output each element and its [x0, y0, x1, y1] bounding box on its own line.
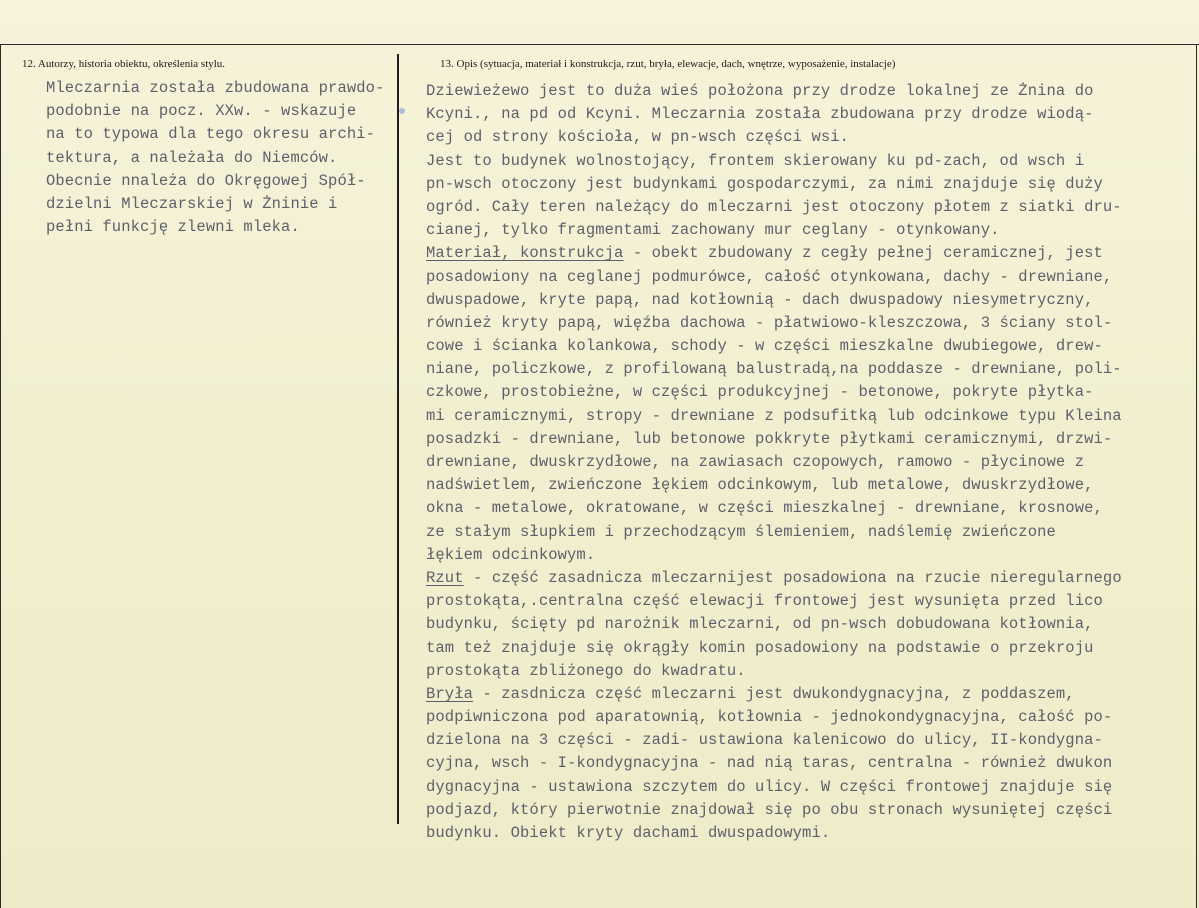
text-line	[426, 706, 1122, 729]
form-frame-top-rule	[0, 44, 1199, 45]
text-line	[426, 335, 1122, 358]
text-line	[426, 660, 1122, 683]
line-text: posadzki - drewniane, lub betonowe pokkryte płytkami ceramicznymi, drzwi-	[426, 429, 1113, 448]
text-line	[426, 173, 1122, 196]
text-line	[426, 752, 1122, 775]
text-line	[426, 80, 1122, 103]
text-line	[426, 219, 1122, 242]
text-line	[426, 613, 1122, 636]
line-text: Jest to budynek wolnostojący, frontem skierowany ku pd-zach, od wsch i	[426, 151, 1085, 170]
text-line	[426, 822, 1122, 845]
line-text: posadowiony na ceglanej podmurówce, całość otynkowana, dachy - drewniane,	[426, 267, 1113, 286]
line-text: dzielona na 3 części - zadi- ustawiona kalenicowo do ulicy, II-kondygna-	[426, 731, 1103, 750]
text-line: Obecnie nnależa do Okręgowej Spół-	[46, 171, 366, 190]
text-line	[426, 451, 1122, 474]
text-line	[426, 242, 1122, 265]
text-line	[426, 103, 1122, 126]
text-line	[426, 590, 1122, 613]
line-text: cianej, tylko fragmentami zachowany mur ceglany - otynkowany.	[426, 221, 1000, 240]
line-text: podjazd, który pierwotnie znajdował się po obu stronach wysuniętej części	[426, 800, 1113, 819]
text-line	[426, 358, 1122, 381]
text-line	[426, 474, 1122, 497]
line-text: cej od strony kościoła, w pn-wsch części wsi.	[426, 128, 850, 147]
section-13-body	[426, 80, 1122, 845]
text-line	[426, 150, 1122, 173]
line-text: budynku, ścięty pd narożnik mleczarni, od pn-wsch dobudowana kotłownia,	[426, 615, 1094, 634]
line-text: podpiwniczona pod aparatownią, kotłownia - jednokondygnacyjna, całość po-	[426, 708, 1113, 727]
text-line	[426, 544, 1122, 567]
line-text: również kryty papą, więźba dachowa - płatwiowo-kleszczowa, 3 ściany stol-	[426, 313, 1113, 332]
line-text: drewniane, dwuskrzydłowe, na zawiasach czopowych, ramowo - płycinowe z	[426, 453, 1085, 471]
line-text: niane, policzkowe, z profilowaną balustradą,na poddasze - drewniane, poli-	[426, 360, 1122, 379]
text-line: Mleczarnia została zbudowana prawdo-	[46, 79, 385, 97]
line-text: pn-wsch otoczony jest budynkami gospodarczymi, za nimi znajduje się duży	[426, 174, 1103, 193]
line-text: ze stałym słupkiem i przechodzącym ślemieniem, nadślemię zwieńczone	[426, 522, 1056, 541]
form-frame-left-rule	[0, 44, 1, 908]
line-text: tam też znajduje się okrągły komin posadowiony na podstawie o przekroju	[426, 638, 1094, 657]
line-text: budynku. Obiekt kryty dachami dwuspadowymi.	[426, 824, 831, 842]
text-line	[426, 729, 1122, 752]
subsection-label: Rzut	[426, 568, 464, 587]
text-line: na to typowa dla tego okresu archi-	[46, 125, 376, 144]
text-line	[426, 381, 1122, 404]
line-text: cyjna, wsch - I-kondygnacyjna - nad nią taras, centralna - również dwukon	[426, 754, 1113, 773]
section-12-body	[46, 77, 384, 239]
text-line	[426, 683, 1122, 706]
text-line: pełni funkcję zlewni mleka.	[46, 218, 300, 237]
section-12-heading: 12. Autorzy, historia obiektu, określenia stylu.	[22, 58, 226, 70]
line-text: dygnacyjna - ustawiona szczytem do ulicy. W części frontowej znajduje się	[426, 777, 1113, 796]
line-text: ogród. Cały teren należący do mleczarni jest otoczony płotem z siatki dru-	[426, 197, 1122, 216]
text-line	[426, 567, 1122, 590]
text-line	[426, 266, 1122, 289]
text-line	[426, 196, 1122, 219]
line-text: nadświetlem, zwieńczone łękiem odcinkowym, lub metalowe, dwuskrzydłowe,	[426, 476, 1094, 495]
form-frame-right-rule	[1196, 44, 1197, 908]
subsection-label: Materiał, konstrukcja	[426, 244, 624, 263]
text-line	[426, 289, 1122, 312]
text-line	[426, 776, 1122, 799]
line-text: - zasdnicza część mleczarni jest dwukondygnacyjna, z poddaszem,	[473, 684, 1075, 703]
line-text: czkowe, prostobieżne, w części produkcyjnej - betonowe, pokryte płytka-	[426, 383, 1094, 402]
text-line	[426, 312, 1122, 335]
text-line	[426, 428, 1122, 451]
text-line	[426, 126, 1122, 149]
text-line	[426, 799, 1122, 822]
ink-mark	[399, 108, 405, 114]
line-text: dwuspadowe, kryte papą, nad kotłownią - dach dwuspadowy niesymetryczny,	[426, 290, 1094, 309]
line-text: Dziewieżewo jest to duża wieś położona przy drodze lokalnej ze Żnina do	[426, 82, 1094, 100]
text-line	[426, 521, 1122, 544]
text-line	[426, 405, 1122, 428]
line-text: - część zasadnicza mleczarnijest posadowiona na rzucie nieregularnego	[463, 568, 1122, 587]
line-text: łękiem odcinkowym.	[426, 545, 596, 564]
line-text: prostokąta,.centralna część elewacji frontowej jest wysunięta przed lico	[426, 592, 1103, 611]
line-text: mi ceramicznymi, stropy - drewniane z podsufitką lub odcinkowe typu Kleina	[426, 406, 1122, 425]
text-line: podobnie na pocz. XXw. - wskazuje	[46, 102, 357, 121]
section-13-heading: 13. Opis (sytuacja, materiał i konstrukcja, rzut, bryła, elewacje, dach, wnętrze, wyposażenie, instalacje)	[440, 58, 896, 70]
line-text: - obekt zbudowany z cegły pełnej ceramicznej, jest	[623, 244, 1103, 263]
text-line: dzielni Mleczarskiej w Żninie i	[46, 194, 338, 213]
column-divider	[397, 54, 399, 824]
line-text: Kcyni., na pd od Kcyni. Mleczarnia została zbudowana przy drodze wiodą-	[426, 105, 1094, 124]
text-line	[426, 497, 1122, 520]
text-line: tektura, a należała do Niemców.	[46, 148, 338, 167]
line-text: okna - metalowe, okratowane, w części mieszkalnej - drewniane, krosnowe,	[426, 499, 1103, 518]
subsection-label: Bryła	[426, 684, 474, 703]
line-text: prostokąta zbliżonego do kwadratu.	[426, 661, 746, 680]
line-text: cowe i ścianka kolankowa, schody - w części mieszkalne dwubiegowe, drew-	[426, 337, 1103, 356]
text-line	[426, 637, 1122, 660]
